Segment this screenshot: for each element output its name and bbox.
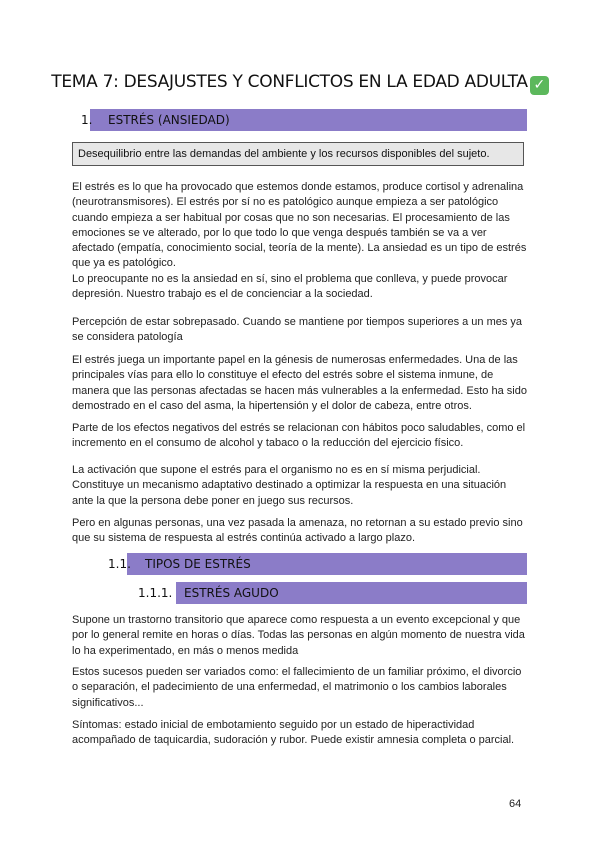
check-mark-icon: ✓ [530,76,549,95]
subsubsection-number: 1.1.1. [138,586,173,600]
page-title [0,72,600,95]
paragraph-4: El estrés juega un importante papel en la génesis de numerosas enfermedades. Una de las principales vías para ello lo constituye el efecto del estrés sobre el sistema inmune, de manera que las personas afectadas se hacen más vulnerables a la enfermedad. Esto ha sido demostrado en el caso del asma, la hipertensión y el dolor de cabeza, entre otros. [72,354,527,412]
paragraph-1: El estrés es lo que ha provocado que estemos donde estamos, produce cortisol y adrenalina (neurotransmisores). El estrés por sí no es patológico aunque empieza a ser patológico cuando empieza a ser habitual por cosas que no son necesarias. El procesamiento de las emociones se ve alterado, por lo que todo lo que venga después también se va a ver afectado (empatía, conocimiento social, teoría de la mente). La ansiedad es un tipo de estrés que ya es patológico. [72,181,527,270]
subsection-heading: TIPOS DE ESTRÉS [145,557,251,571]
page-title-text: TEMA 7: DESAJUSTES Y CONFLICTOS EN LA EDAD ADULTA [51,72,528,92]
section-1-heading-bar [81,109,527,131]
paragraph-8: Supone un trastorno transitorio que aparece como respuesta a un evento excepcional y que por lo general remite en horas o días. Todas las personas en algún momento de nuestra vida lo ha experimentado, en más o menos medida [72,614,525,657]
subsubsection-heading: ESTRÉS AGUDO [184,586,279,600]
subsection-number: 1.1. [108,557,131,571]
page-number: 64 [509,798,522,810]
section-1-number: 1. [81,113,93,127]
section-1-heading: ESTRÉS (ANSIEDAD) [108,113,230,127]
paragraph-7: Pero en algunas personas, una vez pasada la amenaza, no retornan a su estado previo sino que su sistema de respuesta al estrés continúa activado a largo plazo. [72,517,523,545]
definition-box: Desequilibrio entre las demandas del ambiente y los recursos disponibles del sujeto. [72,142,524,166]
paragraph-3: Percepción de estar sobrepasado. Cuando se mantiene por tiempos superiores a un mes ya se considera patología [72,316,523,344]
subsubsection-heading-bar [138,582,527,604]
subsection-heading-bar [108,553,527,575]
paragraph-10: Síntomas: estado inicial de embotamiento seguido por un estado de hiperactividad acompañado de taquicardia, sudoración y rubor. Puede existir amnesia completa o parcial. [72,719,515,747]
paragraph-9: Estos sucesos pueden ser variados como: el fallecimiento de un familiar próximo, el divorcio o separación, el padecimiento de una enfermedad, el matrimonio o los cambios laborales significativos... [72,666,522,709]
paragraph-5: Parte de los efectos negativos del estrés se relacionan con hábitos poco saludables, como el incremento en el consumo de alcohol y tabaco o la reducción del ejercicio físico. [72,422,526,450]
paragraph-2: Lo preocupante no es la ansiedad en sí, sino el problema que conlleva, y puede provocar depresión. Nuestro trabajo es el de concienciar a la sociedad. [72,273,508,301]
paragraph-6: La activación que supone el estrés para el organismo no es en sí misma perjudicial. Constituye un mecanismo adaptativo destinado a optimizar la respuesta en una situación ante la que la persona debe poner en juego sus recursos. [72,464,507,507]
